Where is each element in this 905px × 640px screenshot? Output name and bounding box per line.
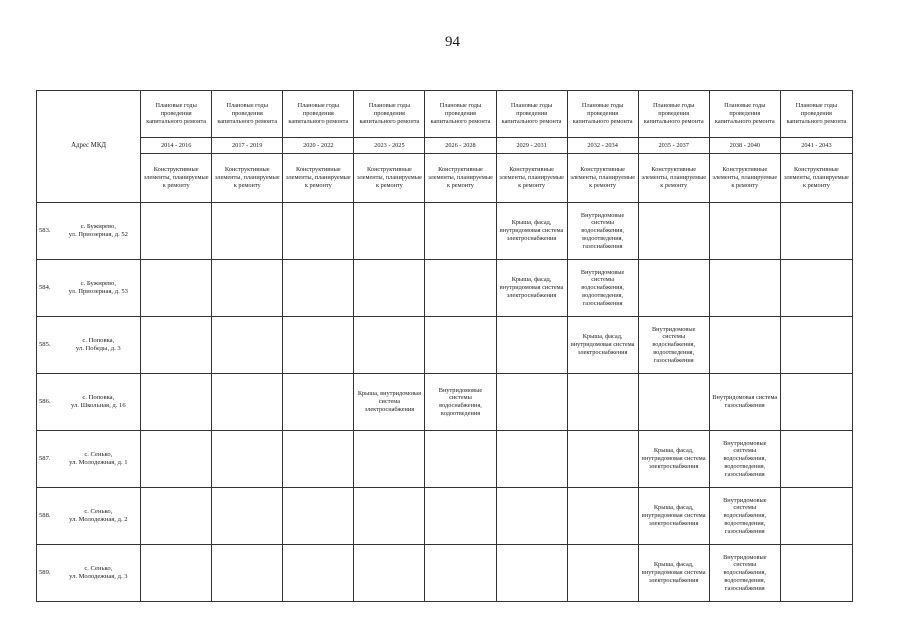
- plan-years-header: Плановые годы проведения капитального ремонта: [496, 91, 567, 138]
- row-number: 587.: [37, 431, 57, 488]
- row-number: 589.: [37, 545, 57, 602]
- work-cell: [780, 317, 852, 374]
- address-settlement: с. Сенько,: [84, 564, 113, 572]
- address-settlement: с. Поповка,: [82, 393, 115, 401]
- work-cell: [425, 260, 496, 317]
- work-cell: Крыша, фасад, внутридомовая система электроснабжения: [638, 488, 709, 545]
- work-cell: [567, 488, 638, 545]
- work-cell: Внутридомовые системы водоснабжения, водоотведения, газоснабжения: [638, 317, 709, 374]
- row-number: 588.: [37, 488, 57, 545]
- address-settlement: с. Бужирево,: [80, 222, 117, 230]
- work-cell: [496, 374, 567, 431]
- plan-years-header: Плановые годы проведения капитального ремонта: [638, 91, 709, 138]
- work-cell: [709, 260, 780, 317]
- work-cell: [283, 545, 354, 602]
- work-cell: [141, 374, 212, 431]
- address-cell: [57, 431, 141, 488]
- work-cell: [780, 203, 852, 260]
- work-cell: Крыша, фасад, внутридомовая система электроснабжения: [638, 431, 709, 488]
- work-cell: [283, 431, 354, 488]
- work-cell: Крыша, фасад, внутридомовая система электроснабжения: [496, 260, 567, 317]
- address-street: ул. Молодежная, д. 1: [69, 459, 128, 466]
- work-cell: [567, 545, 638, 602]
- work-cell: [212, 374, 283, 431]
- elements-header: Конструктивные элементы, планируемые к ремонту: [496, 154, 567, 203]
- table-row: [37, 545, 853, 602]
- work-cell: [212, 545, 283, 602]
- work-cell: [567, 431, 638, 488]
- work-cell: Крыша, фасад, внутридомовая система электроснабжения: [638, 545, 709, 602]
- address-settlement: с. Сенько,: [84, 507, 113, 515]
- work-cell: [212, 260, 283, 317]
- plan-years-header: Плановые годы проведения капитального ремонта: [709, 91, 780, 138]
- period-header: 2035 - 2037: [638, 138, 709, 154]
- elements-header: Конструктивные элементы, планируемые к ремонту: [709, 154, 780, 203]
- work-cell: [283, 203, 354, 260]
- work-cell: [141, 260, 212, 317]
- table-body: [37, 203, 853, 602]
- work-cell: [354, 260, 425, 317]
- work-cell: Внутридомовые системы водоснабжения, водоотведения: [425, 374, 496, 431]
- work-cell: [354, 317, 425, 374]
- plan-years-header: Плановые годы проведения капитального ремонта: [141, 91, 212, 138]
- capital-repair-table: [36, 90, 853, 602]
- address-cell: [57, 374, 141, 431]
- header-years-row: [37, 138, 853, 154]
- elements-header: Конструктивные элементы, планируемые к ремонту: [283, 154, 354, 203]
- address-settlement: с. Поповка,: [82, 336, 115, 344]
- work-cell: [496, 488, 567, 545]
- work-cell: [496, 431, 567, 488]
- plan-years-header: Плановые годы проведения капитального ремонта: [283, 91, 354, 138]
- period-header: 2014 - 2016: [141, 138, 212, 154]
- work-cell: Внутридомовые системы водоснабжения, водоотведения, газоснабжения: [709, 488, 780, 545]
- work-cell: Внутридомовые системы водоснабжения, водоотведения, газоснабжения: [709, 545, 780, 602]
- elements-header: Конструктивные элементы, планируемые к ремонту: [780, 154, 852, 203]
- address-cell: [57, 203, 141, 260]
- page-number: 94: [445, 34, 460, 50]
- period-header: 2023 - 2025: [354, 138, 425, 154]
- period-header: 2017 - 2019: [212, 138, 283, 154]
- work-cell: [496, 545, 567, 602]
- row-number: 586.: [37, 374, 57, 431]
- work-cell: [780, 260, 852, 317]
- address-header: Адрес МКД: [37, 91, 141, 203]
- work-cell: [425, 545, 496, 602]
- work-cell: Внутридомовые системы водоснабжения, водоотведения, газоснабжения: [567, 260, 638, 317]
- work-cell: [141, 431, 212, 488]
- elements-header: Конструктивные элементы, планируемые к ремонту: [354, 154, 425, 203]
- work-cell: [354, 488, 425, 545]
- elements-header: Конструктивные элементы, планируемые к ремонту: [141, 154, 212, 203]
- work-cell: [780, 431, 852, 488]
- work-cell: [496, 317, 567, 374]
- address-street: ул. Молодежная, д. 3: [69, 573, 128, 580]
- work-cell: [354, 545, 425, 602]
- work-cell: [141, 317, 212, 374]
- address-settlement: с. Бужирево,: [80, 279, 117, 287]
- work-cell: [141, 545, 212, 602]
- table-row: [37, 260, 853, 317]
- work-cell: [141, 488, 212, 545]
- work-cell: Внутридомовые системы водоснабжения, водоотведения, газоснабжения: [567, 203, 638, 260]
- work-cell: [425, 488, 496, 545]
- row-number: 583.: [37, 203, 57, 260]
- header-plan-row: [37, 91, 853, 138]
- address-cell: [57, 260, 141, 317]
- table-row: [37, 488, 853, 545]
- work-cell: [425, 431, 496, 488]
- address-street: ул. Победы, д. 3: [75, 345, 121, 352]
- work-cell: [212, 431, 283, 488]
- elements-header: Конструктивные элементы, планируемые к ремонту: [212, 154, 283, 203]
- period-header: 2032 - 2034: [567, 138, 638, 154]
- work-cell: [638, 260, 709, 317]
- work-cell: [212, 317, 283, 374]
- work-cell: [425, 203, 496, 260]
- plan-years-header: Плановые годы проведения капитального ремонта: [212, 91, 283, 138]
- work-cell: [425, 317, 496, 374]
- address-street: ул. Приозерная, д. 53: [68, 288, 128, 295]
- work-cell: [709, 317, 780, 374]
- period-header: 2041 - 2043: [780, 138, 852, 154]
- work-cell: Внутридомовая система газоснабжения: [709, 374, 780, 431]
- table-row: [37, 431, 853, 488]
- plan-years-header: Плановые годы проведения капитального ремонта: [354, 91, 425, 138]
- plan-years-header: Плановые годы проведения капитального ремонта: [780, 91, 852, 138]
- work-cell: [212, 203, 283, 260]
- work-cell: [638, 203, 709, 260]
- work-cell: [638, 374, 709, 431]
- work-cell: [780, 374, 852, 431]
- table-row: [37, 374, 853, 431]
- work-cell: Крыша, внутридомовая система электроснабжения: [354, 374, 425, 431]
- row-number: 585.: [37, 317, 57, 374]
- address-street: ул. Молодежная, д. 2: [69, 516, 128, 523]
- period-header: 2020 - 2022: [283, 138, 354, 154]
- work-cell: [780, 488, 852, 545]
- work-cell: [709, 203, 780, 260]
- address-cell: [57, 488, 141, 545]
- address-street: ул. Школьная, д. 16: [70, 402, 126, 409]
- address-cell: [57, 317, 141, 374]
- plan-years-header: Плановые годы проведения капитального ремонта: [567, 91, 638, 138]
- work-cell: [283, 260, 354, 317]
- work-cell: Крыша, фасад, внутридомовая система электроснабжения: [567, 317, 638, 374]
- period-header: 2029 - 2031: [496, 138, 567, 154]
- plan-years-header: Плановые годы проведения капитального ремонта: [425, 91, 496, 138]
- work-cell: [354, 431, 425, 488]
- period-header: 2038 - 2040: [709, 138, 780, 154]
- work-cell: [283, 374, 354, 431]
- elements-header: Конструктивные элементы, планируемые к ремонту: [638, 154, 709, 203]
- elements-header: Конструктивные элементы, планируемые к ремонту: [567, 154, 638, 203]
- work-cell: [567, 374, 638, 431]
- work-cell: Внутридомовые системы водоснабжения, водоотведения, газоснабжения: [709, 431, 780, 488]
- work-cell: [354, 203, 425, 260]
- work-cell: [283, 317, 354, 374]
- work-cell: [212, 488, 283, 545]
- table-row: [37, 203, 853, 260]
- work-cell: [780, 545, 852, 602]
- period-header: 2026 - 2028: [425, 138, 496, 154]
- work-cell: Крыша, фасад, внутридомовая система электроснабжения: [496, 203, 567, 260]
- header-elements-row: [37, 154, 853, 203]
- row-number: 584.: [37, 260, 57, 317]
- address-cell: [57, 545, 141, 602]
- address-street: ул. Приозерная, д. 52: [68, 231, 128, 238]
- elements-header: Конструктивные элементы, планируемые к ремонту: [425, 154, 496, 203]
- work-cell: [141, 203, 212, 260]
- work-cell: [283, 488, 354, 545]
- table-row: [37, 317, 853, 374]
- address-settlement: с. Сенько,: [84, 450, 113, 458]
